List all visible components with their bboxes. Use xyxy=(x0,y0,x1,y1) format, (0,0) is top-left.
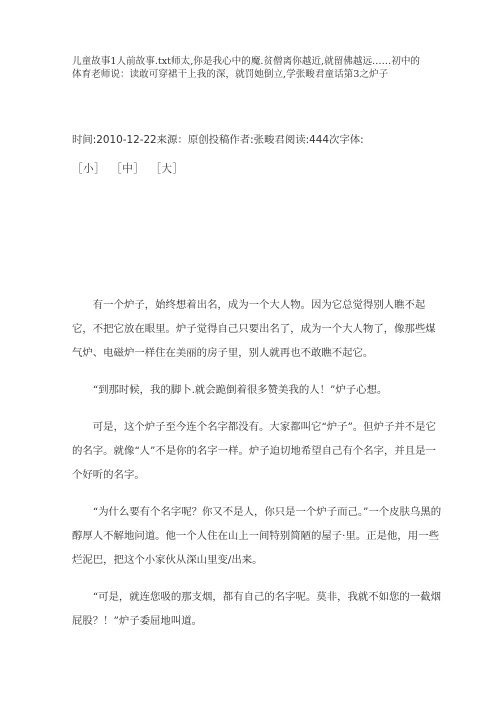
paragraph: 可是，这个炉子至今连个名字都没有。大家都叫它“炉子”。但炉子并不是它的名字。就像“人”不是你的名字一样。炉子迫切地希望自己有个名字，并且是一个好听的名字。 xyxy=(72,421,436,481)
header-line-2: 体育老师说：读敢可穿裙干上我的深，就罚她倒立,学张畯君童话第3之炉子 xyxy=(72,68,389,80)
page-header xyxy=(72,56,452,81)
font-size-small-link[interactable]: ［小］ xyxy=(72,163,106,175)
header-line-1: 儿童故事1人前故事.txt师太,你是我心中的魔.贫僧离你越近,就留佛越远……初中的 xyxy=(72,56,421,67)
paragraph: “可是，就连您吸的那支烟，都有自己的名字呢。莫非，我就不如您的一截烟屁股？！”炉子委屈地叫道。 xyxy=(72,591,441,627)
article-body xyxy=(72,293,442,646)
font-size-large-link[interactable]: ［大］ xyxy=(150,163,184,175)
paragraph: “为什么要有个名字呢？你又不是人，你只是一个炉子而己。”一个皮肤乌黑的醇厚人不解地问道。他一个人住在山上一间特别简陋的屋子·里。正是他，用一些烂泥巴，把这个小家伙从深山里变/出来。 xyxy=(72,506,442,566)
article-meta: 时间:2010-12-22来源：原创投稿作者:张畯君阅读:444次字体: xyxy=(72,134,364,146)
font-size-medium-link[interactable]: ［中］ xyxy=(111,163,145,175)
paragraph: “到那时候，我的脚卜.就会跪倒着很多赞美我的人！”炉子心想。 xyxy=(92,384,388,396)
font-size-selector xyxy=(72,161,186,176)
paragraph: 有一个炉子，始终想着出名，成为一个大人物。因为它总觉得别人瞧不起它，不把它放在眼里。炉子觉得自己只要出名了，成为一个大人物了，像那些煤气炉、电磁炉一样住在美丽的房子里，别人就再也不敢瞧不起它。 xyxy=(72,299,436,359)
